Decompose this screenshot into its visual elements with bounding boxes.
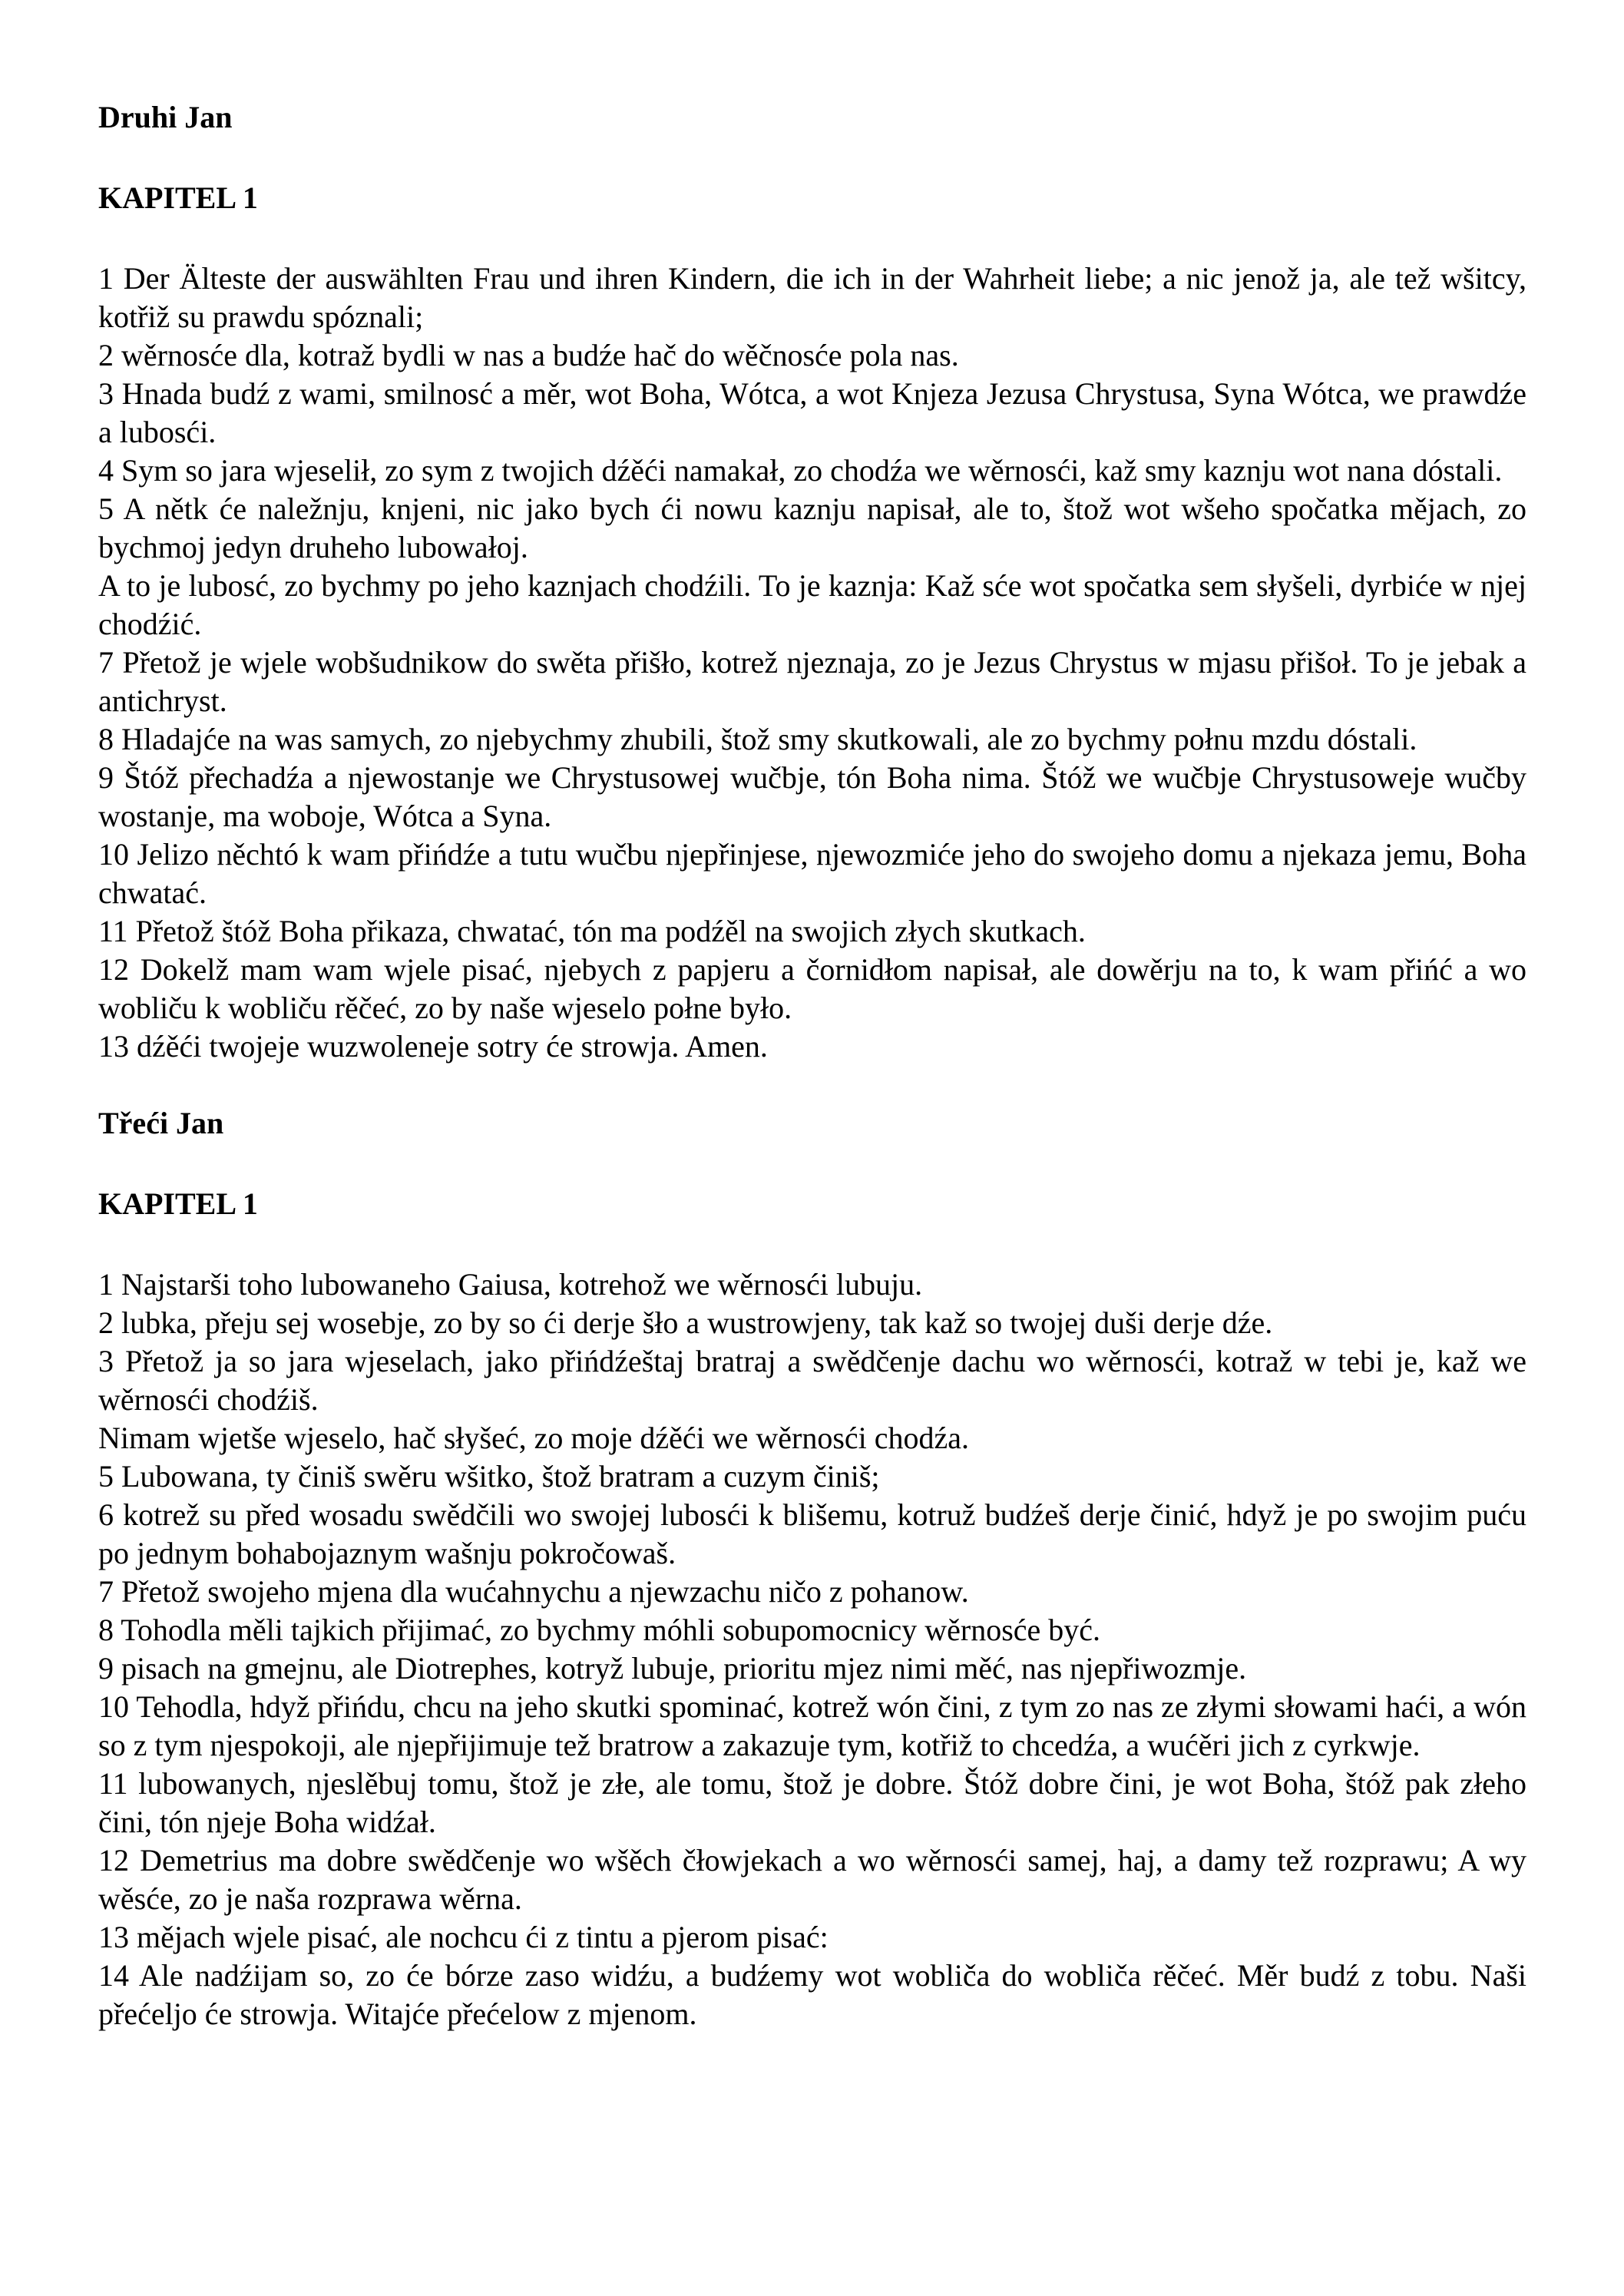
verse-paragraph: 7 Přetož je wjele wobšudnikow do swěta přišło, kotrež njeznaja, zo je Jezus Chrystus w mjasu přišoł. To je jebak a antichryst. <box>98 645 1526 718</box>
book-title: Třeći Jan <box>98 1106 224 1140</box>
verse-paragraph: 5 A nětk će naležnju, knjeni, nic jako bych ći nowu kaznju napisał, ale to, štož wot wšeho spočatka mějach, zo bychmoj jedyn druheho lubowałoj. <box>98 491 1526 564</box>
verse-paragraph: 8 Tohodla měli tajkich přijimać, zo bychmy móhli sobupomocnicy wěrnosće być. <box>98 1613 1101 1647</box>
book-section-treci-jan <box>98 1104 1526 2033</box>
verse-paragraph: 9 pisach na gmejnu, ale Diotrephes, kotryž lubuje, prioritu mjez nimi měć, nas njepřiwozmje. <box>98 1651 1247 1686</box>
verse-paragraph: 1 Najstarši toho lubowaneho Gaiusa, kotrehož we wěrnosći lubuju. <box>98 1267 923 1302</box>
verse-paragraph: 13 mějach wjele pisać, ale nochcu ći z tintu a pjerom pisać: <box>98 1920 829 1954</box>
verse-paragraph: 2 wěrnosće dla, kotraž bydli w nas a budźe hač do wěčnosće pola nas. <box>98 338 959 372</box>
verse-paragraph: 9 Štóž přechadźa a njewostanje we Chrystusowej wučbje, tón Boha nima. Štóž we wučbje Chrystusoweje wučby wostanje, ma woboje, Wótca a Syna. <box>98 760 1526 833</box>
book-section-druhi-jan <box>98 98 1526 1066</box>
verse-paragraph: 6 kotrež su před wosadu swědčili wo swojej lubosći k blišemu, kotruž budźeš derje činić, hdyž je po swojim puću po jednym bohabojaznym wašnju pokročowaš. <box>98 1497 1526 1570</box>
verse-paragraph: 12 Dokelž mam wam wjele pisać, njebych z papjeru a čornidłom napisał, ale dowěrju na to, k wam přińć a wo wobliču k wobliču rěčeć, zo by naše wjeselo połne było. <box>98 952 1526 1025</box>
verse-paragraph: 4 Sym so jara wjeselił, zo sym z twojich dźěći namakał, zo chodźa we wěrnosći, kaž smy kaznju wot nana dóstali. <box>98 453 1503 488</box>
verse-paragraph: 5 Lubowana, ty činiš swěru wšitko, štož bratram a cuzym činiš; <box>98 1459 880 1494</box>
chapter-heading: KAPITEL 1 <box>98 1186 258 1221</box>
verse-paragraph: 12 Demetrius ma dobre swědčenje wo wšěch čłowjekach a wo wěrnosći samej, haj, a damy tež rozprawu; A wy wěsće, zo je naša rozprawa wěrna. <box>98 1843 1526 1916</box>
chapter-heading: KAPITEL 1 <box>98 180 258 215</box>
verse-paragraph: 1 Der Älteste der auswählten Frau und ihren Kindern, die ich in der Wahrheit liebe; a nic jenož ja, ale tež wšitcy, kotřiž su prawdu spóznali; <box>98 261 1526 334</box>
verse-paragraph: 10 Jelizo něchtó k wam přińdźe a tutu wučbu njepřinjese, njewozmiće jeho do swojeho domu a njekaza jemu, Boha chwatać. <box>98 837 1526 910</box>
verse-paragraph: 2 lubka, přeju sej wosebje, zo by so ći derje šło a wustrowjeny, tak kaž so twojej duši derje dźe. <box>98 1305 1273 1340</box>
verse-paragraph: 3 Přetož ja so jara wjeselach, jako přińdźeštaj bratraj a swědčenje dachu wo wěrnosći, kotraž w tebi je, kaž we wěrnosći chodźiš. <box>98 1344 1526 1417</box>
document-page <box>98 98 1526 2033</box>
verse-list <box>98 1265 1526 2033</box>
verse-paragraph: 8 Hladajće na was samych, zo njebychmy zhubili, štož smy skutkowali, ale zo bychmy połnu mzdu dóstali. <box>98 722 1417 756</box>
verse-paragraph: 7 Přetož swojeho mjena dla wućahnychu a njewzachu ničo z pohanow. <box>98 1574 969 1609</box>
verse-list <box>98 260 1526 1066</box>
verse-paragraph: 14 Ale nadźijam so, zo će bórze zaso widźu, a budźemy wot wobliča do wobliča rěčeć. Měr budź z tobu. Naši přećeljo će strowja. Witajće přećelow z mjenom. <box>98 1958 1526 2031</box>
verse-paragraph: 11 lubowanych, njeslěbuj tomu, štož je złe, ale tomu, štož je dobre. Štóž dobre čini, je wot Boha, štóž pak złeho čini, tón njeje Boha widźał. <box>98 1766 1526 1839</box>
book-title: Druhi Jan <box>98 100 233 134</box>
verse-paragraph: 13 dźěći twojeje wuzwoleneje sotry će strowja. Amen. <box>98 1029 768 1064</box>
verse-paragraph: Nimam wjetše wjeselo, hač słyšeć, zo moje dźěći we wěrnosći chodźa. <box>98 1421 970 1455</box>
verse-paragraph: 10 Tehodla, hdyž přińdu, chcu na jeho skutki spominać, kotrež wón čini, z tym zo nas ze złymi słowami haći, a wón so z tym njespokoji, ale njepřijimuje tež bratrow a zakazuje tym, kotřiž to chcedźa, a wućěri jich z cyrkwje. <box>98 1689 1526 1762</box>
verse-paragraph: A to je lubosć, zo bychmy po jeho kaznjach chodźili. To je kaznja: Kaž sće wot spočatka sem słyšeli, dyrbiće w njej chodźić. <box>98 568 1526 641</box>
verse-paragraph: 11 Přetož štóž Boha přikaza, chwatać, tón ma podźěl na swojich złych skutkach. <box>98 914 1086 948</box>
verse-paragraph: 3 Hnada budź z wami, smilnosć a měr, wot Boha, Wótca, a wot Knjeza Jezusa Chrystusa, Syna Wótca, we prawdźe a lubosći. <box>98 376 1526 449</box>
